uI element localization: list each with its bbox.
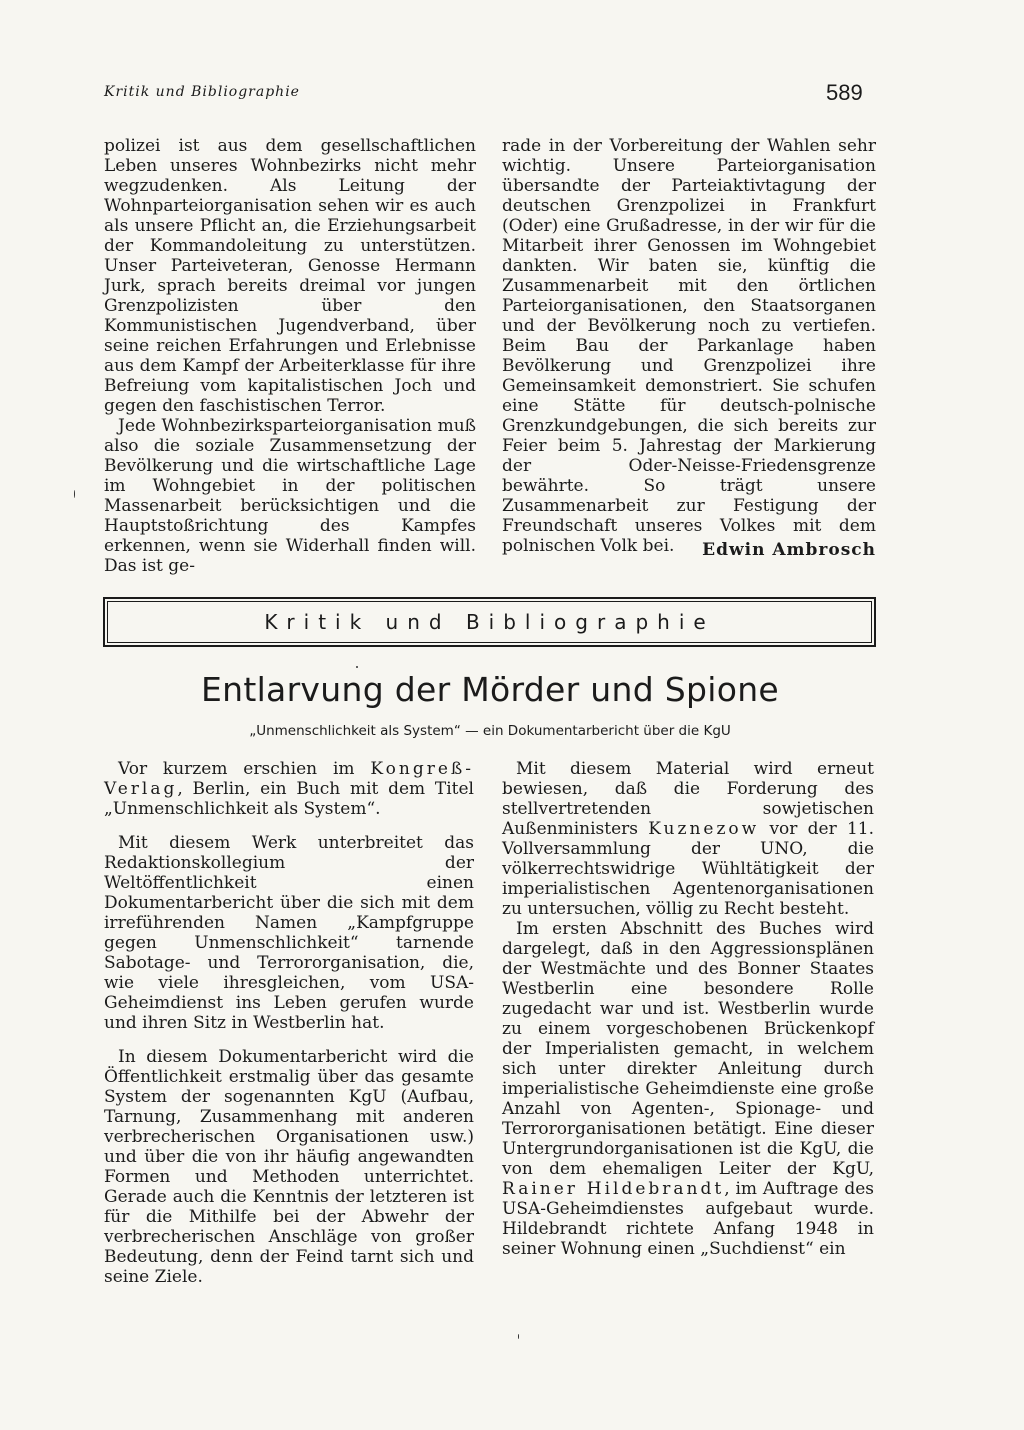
text-run: vor der 11. Vollversammlung der UNO, die völkerrechtswidrige Wühltätigkeit der imperialistischen Agentenorganisationen zu untersuchen, völlig zu Recht besteht. <box>502 819 874 919</box>
article-subtitle: „Unmenschlichkeit als System“ — ein Dokumentarbericht über die KgU <box>249 723 731 739</box>
text-run: , im Auftrage des USA-Geheimdienstes aufgebaut wurde. Hildebrandt richtete Anfang 1948 in seiner Wohnung einen „Suchdienst“ ein <box>502 1179 874 1259</box>
article-title: Entlarvung der Mörder und Spione <box>200 670 780 709</box>
print-speck <box>518 1334 519 1339</box>
paragraph: In diesem Dokumentarbericht wird die Öffentlichkeit erstmalig über das gesamte System der sogenannten KgU (Aufbau, Tarnung, Zusammenhang mit anderen verbrecherischen Organisationen usw.) und über die von ihr häufig angewandten Formen und Methoden unterrichtet. Gerade auch die Kenntnis der letzteren ist für die Mithilfe bei der Abwehr der verbrecherischen Anschläge von großer Bedeutung, denn der Feind tarnt sich und seine Ziele. <box>104 1047 474 1287</box>
running-head: Kritik und Bibliographie <box>104 84 300 100</box>
text-run: Vor kurzem erschien im <box>118 759 371 779</box>
paragraph: polizei ist aus dem gesellschaftlichen Leben unseres Wohnbezirks nicht mehr wegzudenken. Als Leitung der Wohnparteiorganisation sehen wir es auch als unsere Pflicht an, die Erziehungsarbeit der Kommandoleitung zu unterstützen. Unser Parteiveteran, Genosse Hermann Jurk, sprach bereits dreimal vor jungen Grenzpolizisten über den Kommunistischen Jugendverband, über seine reichen Erfahrungen und Erlebnisse aus dem Kampf der Arbeiterklasse für ihre Befreiung vom kapitalistischen Joch und gegen den faschistischen Terror. <box>104 136 476 416</box>
top-article-right-column <box>502 136 876 556</box>
paragraph <box>502 759 874 919</box>
paragraph <box>502 919 874 1259</box>
text-run: , Berlin, ein Buch mit dem Titel „Unmenschlichkeit als System“. <box>104 779 474 819</box>
section-heading-box <box>103 597 876 647</box>
print-speck <box>356 666 358 668</box>
article-left-column <box>104 759 474 1287</box>
paragraph <box>104 759 474 819</box>
top-article-left-column <box>104 136 476 576</box>
publisher-name: Kongreß-Verlag <box>104 759 474 799</box>
person-name: Rainer Hildebrandt <box>502 1179 725 1199</box>
page-number: 589 <box>826 80 863 105</box>
article-right-column <box>502 759 874 1259</box>
text-run: Mit diesem Material wird erneut bewiesen, daß die Forderung des stellvertretenden sowjetischen Außenministers <box>502 759 874 839</box>
author-signature: Edwin Ambrosch <box>702 540 876 560</box>
paragraph: rade in der Vorbereitung der Wahlen sehr wichtig. Unsere Parteiorganisation übersandte der Parteiaktivtagung der deutschen Grenzpolizei in Frankfurt (Oder) eine Grußadresse, in der wir für die Mitarbeit ihrer Genossen im Wohngebiet dankten. Wir baten sie, künftig die Zusammenarbeit mit den örtlichen Parteiorganisationen, den Staatsorganen und der Bevölkerung noch zu vertiefen. Beim Bau der Parkanlage haben Bevölkerung und Grenzpolizei ihre Gemeinsamkeit demonstriert. Sie schufen eine Stätte für deutsch-polnische Grenzkundgebungen, die sich bereits zur Feier beim 5. Jahrestag der Markierung der Oder-Neisse-Friedensgrenze bewährte. So trägt unsere Zusammenarbeit zur Festigung der Freundschaft unseres Volkes mit dem polnischen Volk bei. <box>502 136 876 556</box>
paragraph: Mit diesem Werk unterbreitet das Redaktionskollegium der Weltöffentlichkeit einen Dokumentarbericht über die sich mit dem irreführenden Namen „Kampfgruppe gegen Unmenschlichkeit“ tarnende Sabotage- und Terrororganisation, die, wie viele ihresgleichen, vom USA-Geheimdienst ins Leben gerufen wurde und ihren Sitz in Westberlin hat. <box>104 833 474 1033</box>
paragraph: Jede Wohnbezirksparteiorganisation muß also die soziale Zusammensetzung der Bevölkerung und die wirtschaftliche Lage im Wohngebiet in der politischen Massenarbeit berücksichtigen und die Hauptstoßrichtung des Kampfes erkennen, wenn sie Widerhall finden will. Das ist ge- <box>104 416 476 576</box>
section-heading: Kritik und Bibliographie <box>264 610 715 634</box>
print-speck <box>74 490 75 498</box>
text-run: Im ersten Abschnitt des Buches wird dargelegt, daß in den Aggressionsplänen der Westmächte und des Bonner Staates Westberlin eine besondere Rolle zugedacht war und ist. Westberlin wurde zu einem vorgeschobenen Brückenkopf der Imperialisten gemacht, in welchem sich unter direkter Anleitung durch imperialistische Geheimdienste eine große Anzahl von Agenten-, Spionage- und Terrororganisationen betätigt. Eine dieser Untergrundorganisationen ist die KgU, die von dem ehemaligen Leiter der KgU, <box>502 919 874 1179</box>
person-name: Kuznezow <box>648 819 760 839</box>
